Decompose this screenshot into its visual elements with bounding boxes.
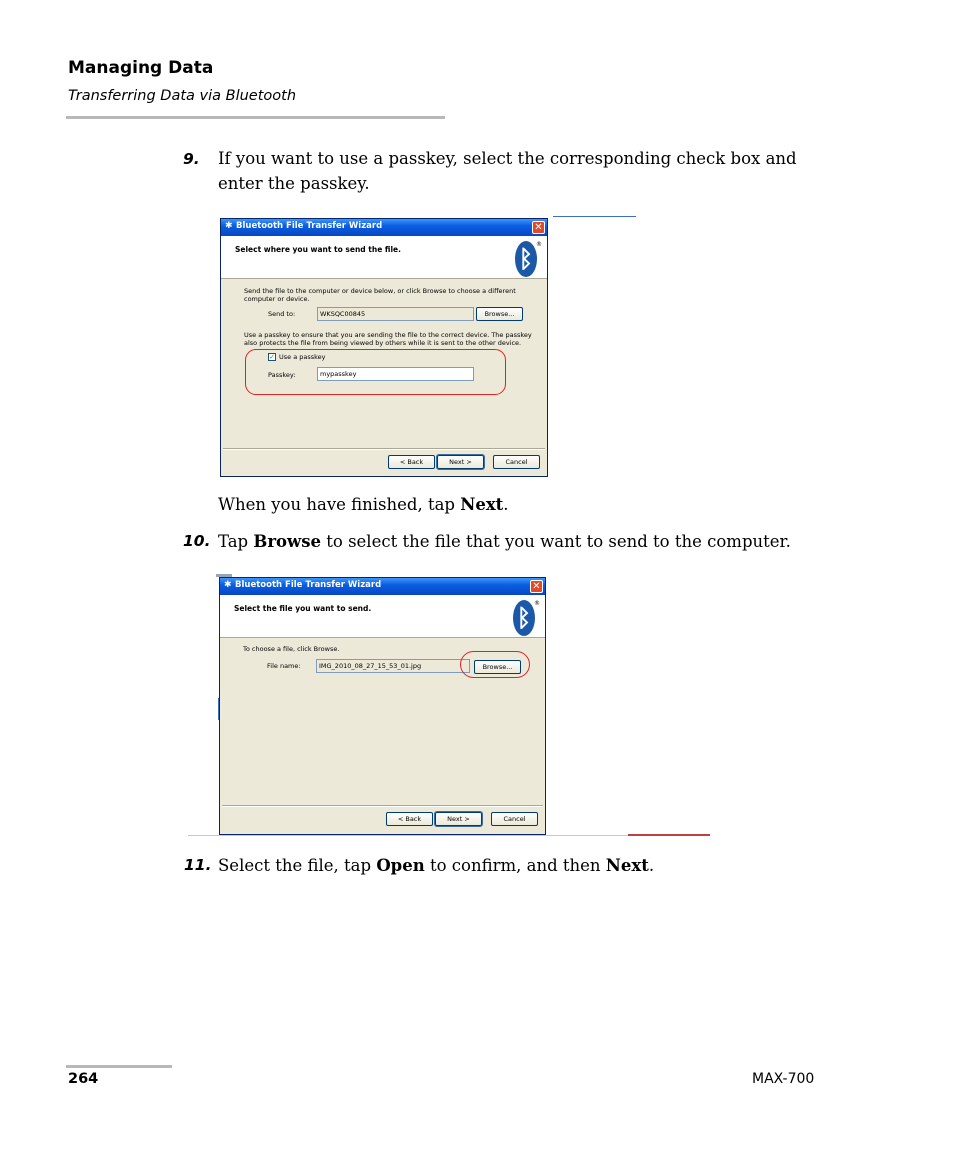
after-step-9-pre: When you have finished, tap	[218, 495, 461, 514]
dialog-title: Bluetooth File Transfer Wizard	[236, 221, 383, 231]
after-step-9-post: .	[503, 495, 509, 514]
step-11-next: Next	[605, 856, 649, 875]
passkey-highlight-annotation	[245, 349, 506, 395]
send-desc-line1: Send the file to the computer or device below, or click Browse to choose a different	[244, 287, 516, 295]
passkey-desc-line2: also protects the file from being viewed by others while it is sent to the other device.	[244, 339, 522, 347]
product-model: MAX-700	[752, 1071, 815, 1087]
after-step-9-text	[218, 492, 509, 517]
cancel-button[interactable]: Cancel	[493, 455, 540, 469]
passkey-label: Passkey:	[268, 371, 296, 379]
dialog2-header-panel	[220, 595, 545, 638]
use-passkey-checkbox[interactable]: ✓	[269, 353, 275, 361]
dialog-heading: Select where you want to send the file.	[235, 245, 401, 254]
step-11-mid: to confirm, and then	[424, 856, 606, 875]
passkey-input[interactable]: mypasskey	[317, 367, 474, 381]
step-10-text	[218, 529, 791, 554]
file-desc: To choose a file, click Browse.	[243, 645, 340, 653]
browse-device-button[interactable]: Browse...	[476, 307, 523, 321]
footer-rule	[66, 1065, 172, 1068]
step-11-number: 11.	[184, 856, 212, 874]
header-rule	[66, 116, 445, 119]
step-10-pre: Tap	[218, 532, 254, 551]
dialog2-title: Bluetooth File Transfer Wizard	[235, 580, 382, 590]
page-number: 264	[68, 1071, 99, 1087]
dialog2-titlebar	[220, 578, 545, 595]
after-step-9-next: Next	[460, 495, 504, 514]
send-desc-line2: computer or device.	[244, 295, 310, 303]
step-9-text-line2: enter the passkey.	[218, 174, 370, 193]
button-separator	[223, 448, 545, 450]
passkey-dialog	[220, 218, 548, 477]
back-button[interactable]: < Back	[388, 455, 435, 469]
dialog2-heading: Select the file you want to send.	[234, 604, 372, 613]
file-name-field[interactable]: IMG_2010_08_27_15_53_01.jpg	[316, 659, 470, 673]
section-subtitle: Transferring Data via Bluetooth	[68, 88, 297, 104]
send-to-label: Send to:	[268, 310, 296, 318]
bluetooth-icon: ✱	[224, 580, 232, 590]
next-button[interactable]: Next >	[437, 455, 484, 469]
close-button[interactable]: ✕	[532, 221, 545, 234]
screenshot-bottom-line	[188, 835, 628, 836]
screenshot-bottom-red-line	[628, 834, 710, 836]
file-name-label: File name:	[267, 662, 301, 670]
next-button[interactable]: Next >	[435, 812, 482, 826]
browse-highlight-annotation	[460, 651, 530, 678]
step-9-number: 9.	[183, 150, 200, 168]
registered-mark-icon: ®	[536, 241, 542, 248]
bluetooth-icon: ✱	[225, 221, 233, 231]
step-11-text	[218, 853, 654, 878]
step-11-pre: Select the file, tap	[218, 856, 377, 875]
use-passkey-label: Use a passkey	[279, 353, 326, 361]
close-button[interactable]: ✕	[530, 580, 543, 593]
step-10-number: 10.	[183, 532, 211, 550]
cancel-button[interactable]: Cancel	[491, 812, 538, 826]
send-to-field: WKSQC00845	[317, 307, 474, 321]
file-select-dialog	[219, 577, 546, 835]
bluetooth-logo-icon: ᛒ	[513, 600, 535, 636]
passkey-desc-line1: Use a passkey to ensure that you are sending the file to the correct device. The passkey	[244, 331, 532, 339]
dialog-titlebar	[221, 219, 547, 236]
section-title: Managing Data	[68, 58, 214, 78]
step-11-open: Open	[376, 856, 425, 875]
bluetooth-logo-icon: ᛒ	[515, 241, 537, 277]
button-separator	[222, 805, 543, 807]
browse-file-button[interactable]: Browse...	[474, 660, 521, 674]
dialog-header-panel	[221, 236, 547, 279]
screenshot-edge-line	[553, 216, 636, 217]
back-button[interactable]: < Back	[386, 812, 433, 826]
step-11-post: .	[648, 856, 655, 875]
step-10-browse: Browse	[253, 532, 322, 551]
step-10-post: to select the file that you want to send to the computer.	[321, 532, 791, 551]
step-9-text-line1: If you want to use a passkey, select the corresponding check box and	[218, 149, 797, 168]
registered-mark-icon: ®	[534, 600, 540, 607]
